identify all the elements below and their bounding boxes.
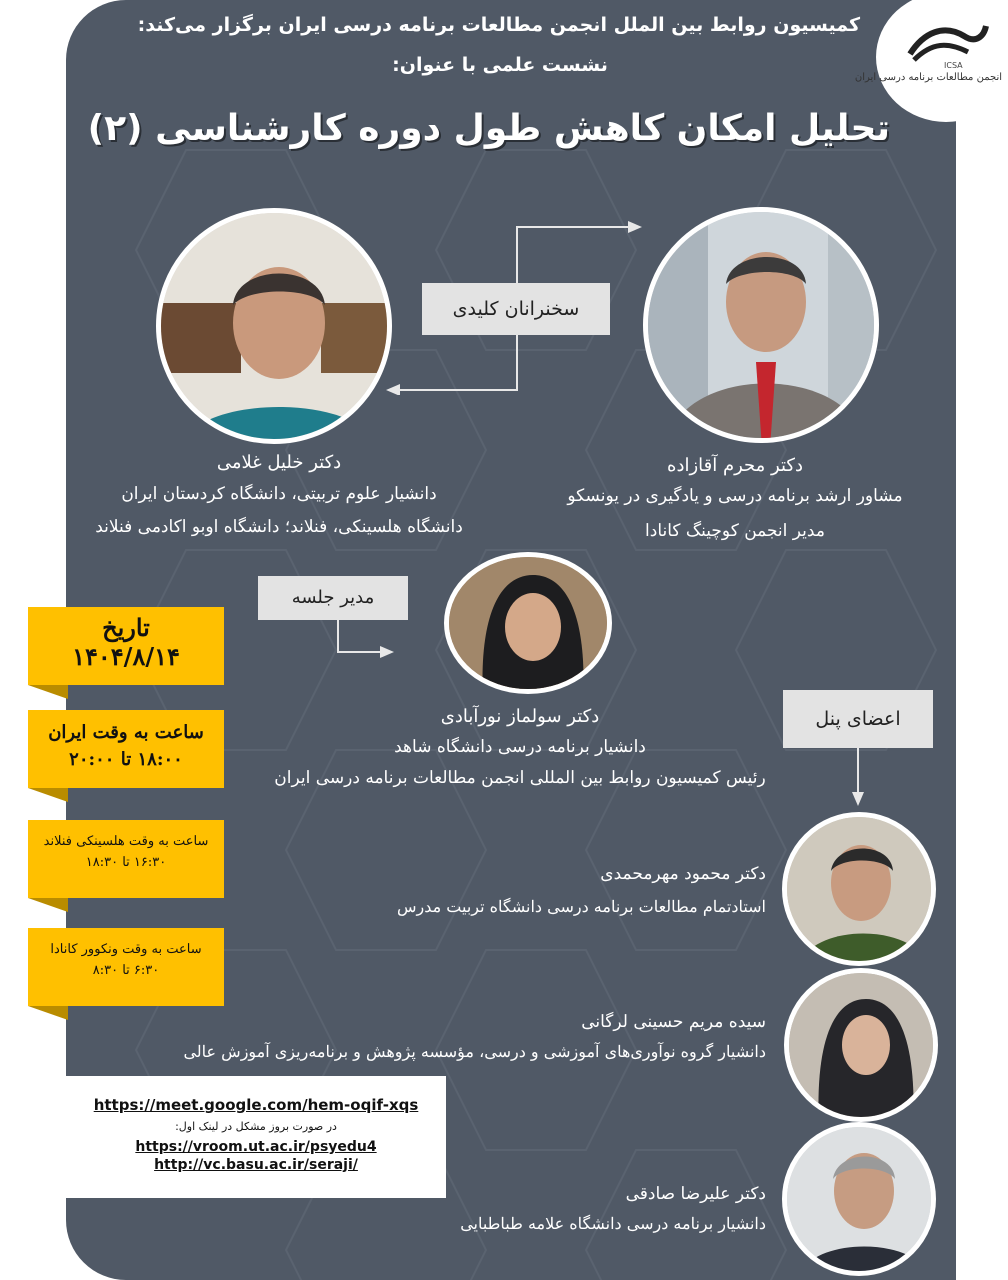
moderator-line-1: دانشیار برنامه درسی دانشگاه شاهد bbox=[394, 737, 646, 757]
person-icon bbox=[648, 212, 879, 443]
alt-link-1[interactable]: https://vroom.ut.ac.ir/psyedu4 bbox=[135, 1139, 377, 1155]
header-line1: کمیسیون روابط بین الملل انجمن مطالعات برنامه درسی ایران برگزار می‌کند: bbox=[137, 14, 860, 36]
panelist-photo-hosseini bbox=[784, 968, 938, 1122]
iran-time-box-tail bbox=[28, 788, 68, 802]
panelist-name-mehrmohammadi: دکتر محمود مهرمحمدی bbox=[600, 864, 766, 884]
finland-time-label: ساعت به وقت هلسینکی فنلاند bbox=[43, 834, 209, 849]
date-label: تاریخ bbox=[102, 613, 150, 642]
finland-time-box-tail bbox=[28, 898, 68, 912]
finland-time-value: ۱۶:۳۰ تا ۱۸:۳۰ bbox=[85, 855, 167, 870]
finland-time-box bbox=[28, 820, 224, 898]
speaker-photo-aghazadeh bbox=[643, 207, 879, 443]
links-box bbox=[66, 1076, 446, 1198]
speaker-line-gholami-2: دانشگاه هلسینکی، فنلاند؛ دانشگاه اوبو اکادمی فنلاند bbox=[95, 517, 463, 537]
arrow-right-icon bbox=[628, 221, 642, 233]
speaker-name-gholami: دکتر خلیل غلامی bbox=[216, 452, 342, 473]
arrow-left-icon bbox=[386, 384, 400, 395]
moderator-label: مدیر جلسه bbox=[258, 576, 408, 620]
links-note: در صورت بروز مشکل در لینک اول: bbox=[175, 1120, 337, 1133]
main-meeting-link[interactable]: https://meet.google.com/hem-oqif-xqs bbox=[93, 1096, 419, 1114]
panelist-name-sadeghi: دکتر علیرضا صادقی bbox=[625, 1184, 766, 1204]
date-value: ۱۴۰۴/۸/۱۴ bbox=[72, 642, 180, 671]
date-box-tail bbox=[28, 685, 68, 699]
canada-time-value: ۶:۳۰ تا ۸:۳۰ bbox=[92, 963, 160, 978]
canada-time-label: ساعت به وقت ونکوور کانادا bbox=[50, 942, 202, 957]
iran-time-box bbox=[28, 710, 224, 788]
person-icon bbox=[161, 213, 392, 444]
canada-time-box bbox=[28, 928, 224, 1006]
page-title: تحلیل امکان کاهش طول دوره کارشناسی (۲) bbox=[87, 108, 890, 149]
panelist-line-sadeghi: دانشیار برنامه درسی دانشگاه علامه طباطبایی bbox=[460, 1214, 766, 1233]
arrow-down-icon bbox=[852, 792, 864, 806]
logo-mark-icon bbox=[904, 14, 990, 70]
iran-time-label: ساعت به وقت ایران bbox=[48, 722, 204, 743]
speaker-photo-gholami bbox=[156, 208, 392, 444]
panelist-photo-mehrmohammadi bbox=[782, 812, 936, 966]
moderator-photo bbox=[444, 552, 612, 694]
moderator-connector bbox=[330, 620, 400, 660]
speaker-line-aghazadeh-2: مدیر انجمن کوچینگ کانادا bbox=[645, 521, 825, 541]
iran-time-value: ۱۸:۰۰ تا ۲۰:۰۰ bbox=[69, 749, 183, 770]
logo-mark-text: ICSA bbox=[944, 61, 963, 70]
moderator-line-2: رئیس کمیسیون روابط بین المللی انجمن مطالعات برنامه درسی ایران bbox=[274, 768, 766, 788]
panelist-line-hosseini: دانشیار گروه نوآوری‌های آموزشی و درسی، مؤسسه پژوهش و برنامه‌ریزی آموزش عالی bbox=[183, 1042, 766, 1061]
speaker-line-aghazadeh-1: مشاور ارشد برنامه درسی و یادگیری در یونسکو bbox=[567, 486, 903, 506]
moderator-name: دکتر سولماز نورآبادی bbox=[440, 706, 600, 727]
speaker-name-aghazadeh: دکتر محرم آقازاده bbox=[667, 455, 803, 476]
alt-link-2[interactable]: http://vc.basu.ac.ir/seraji/ bbox=[154, 1157, 358, 1173]
panelist-line-mehrmohammadi: استادتمام مطالعات برنامه درسی دانشگاه تربیت مدرس bbox=[396, 897, 766, 916]
panelist-photo-sadeghi bbox=[782, 1122, 936, 1276]
arrow-right-icon bbox=[380, 646, 394, 658]
speaker-line-gholami-1: دانشیار علوم تربیتی، دانشگاه کردستان ایران bbox=[121, 484, 437, 504]
header-line2: نشست علمی با عنوان: bbox=[392, 54, 608, 76]
date-box bbox=[28, 607, 224, 685]
keynote-label: سخنرانان کلیدی bbox=[422, 283, 610, 335]
panel-label: اعضای پنل bbox=[783, 690, 933, 748]
canada-time-box-tail bbox=[28, 1006, 68, 1020]
logo-text: انجمن مطالعات برنامه درسی ایران bbox=[854, 72, 1002, 83]
panelist-name-hosseini: سیده مریم حسینی لرگانی bbox=[581, 1012, 766, 1032]
panel-connector bbox=[848, 748, 868, 808]
